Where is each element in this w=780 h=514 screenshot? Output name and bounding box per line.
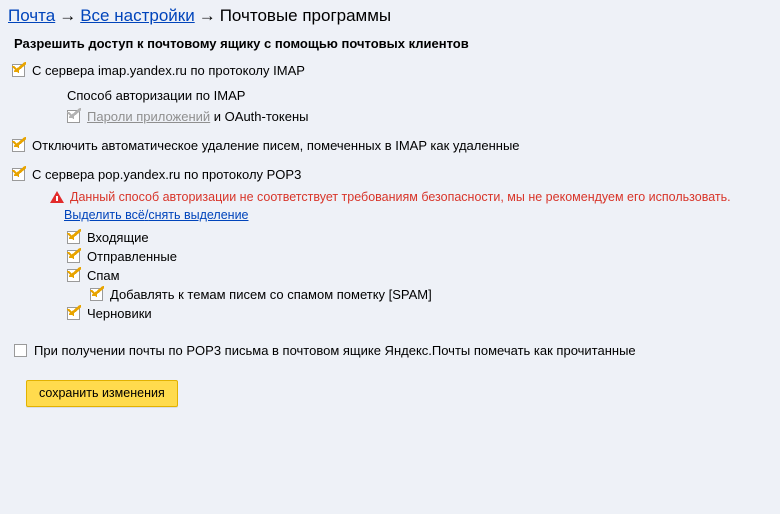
- select-links-separator: /: [144, 208, 149, 222]
- save-button-wrapper: [12, 362, 772, 407]
- mark-read-checkbox[interactable]: [14, 344, 27, 357]
- folder-label-drafts: Черновики: [87, 306, 152, 321]
- folder-row-sent[interactable]: [67, 249, 772, 264]
- settings-content: [0, 26, 780, 407]
- imap-access-checkbox[interactable]: [12, 64, 25, 77]
- spam-subject-tag-label: Добавлять к темам писем со спамом пометку [SPAM]: [110, 287, 432, 302]
- imap-access-row[interactable]: [12, 63, 772, 78]
- select-none-link[interactable]: снять выделение: [148, 208, 249, 222]
- pop3-access-checkbox[interactable]: [12, 168, 25, 181]
- imap-access-label: С сервера imap.yandex.ru по протоколу IMAP: [32, 63, 305, 78]
- folder-label-spam: Спам: [87, 268, 120, 283]
- breadcrumb-separator-2: →: [198, 6, 216, 25]
- select-toggle-links: [64, 208, 772, 222]
- select-all-link[interactable]: Выделить всё: [64, 208, 145, 222]
- disable-autodelete-label: Отключить автоматическое удаление писем, помеченных в IMAP как удаленные: [32, 138, 520, 153]
- folder-checkbox-spam[interactable]: [67, 269, 80, 282]
- app-passwords-link[interactable]: Пароли приложений: [87, 109, 211, 124]
- folder-label-inbox: Входящие: [87, 230, 149, 245]
- pop3-warning: [50, 190, 772, 204]
- page-title: Разрешить доступ к почтовому ящику с помощью почтовых клиентов: [14, 36, 469, 51]
- folder-checkbox-drafts[interactable]: [67, 307, 80, 320]
- spam-subject-tag-row[interactable]: [90, 287, 772, 302]
- breadcrumb-current-mail-programs: Почтовые программы: [219, 6, 392, 25]
- warning-triangle-icon: [50, 191, 64, 204]
- app-passwords-checkbox[interactable]: [67, 110, 80, 123]
- save-button[interactable]: сохранить изменения: [26, 380, 178, 407]
- folder-checkbox-inbox[interactable]: [67, 231, 80, 244]
- pop3-warning-text: Данный способ авторизации не соответствует требованиям безопасности, мы не рекомендуем его использовать.: [70, 190, 731, 204]
- breadcrumb: [0, 0, 780, 26]
- pop3-access-label: С сервера pop.yandex.ru по протоколу POP3: [32, 167, 302, 182]
- app-passwords-row[interactable]: [67, 109, 772, 124]
- folder-row-drafts[interactable]: [67, 306, 772, 321]
- breadcrumb-link-mail[interactable]: Почта: [8, 6, 56, 25]
- imap-auth-method-label: Способ авторизации по IMAP: [67, 88, 246, 103]
- app-passwords-suffix: и OAuth-токены: [210, 109, 309, 124]
- folder-label-sent: Отправленные: [87, 249, 177, 264]
- folder-row-inbox[interactable]: [67, 230, 772, 245]
- folder-checkbox-sent[interactable]: [67, 250, 80, 263]
- pop3-access-row[interactable]: [12, 167, 772, 182]
- folder-row-spam[interactable]: [67, 268, 772, 283]
- breadcrumb-separator-1: →: [59, 6, 77, 25]
- spam-subject-tag-checkbox[interactable]: [90, 288, 103, 301]
- disable-autodelete-row[interactable]: [12, 138, 772, 153]
- mark-read-label: При получении почты по POP3 письма в почтовом ящике Яндекс.Почты помечать как прочитанные: [34, 343, 636, 358]
- disable-autodelete-checkbox[interactable]: [12, 139, 25, 152]
- breadcrumb-link-all-settings[interactable]: Все настройки: [80, 6, 195, 25]
- mark-read-row[interactable]: [14, 343, 772, 358]
